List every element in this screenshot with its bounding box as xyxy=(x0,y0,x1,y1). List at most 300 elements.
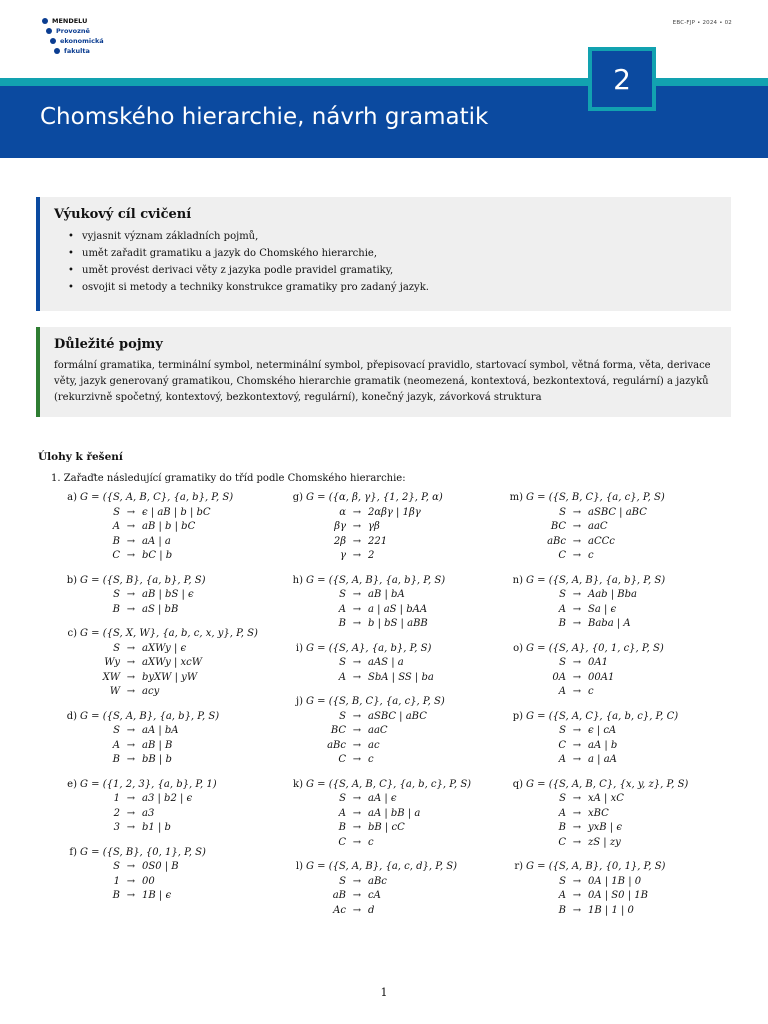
grammar-definition: G = ({S, A, B}, {a, c, d}, P, S) xyxy=(306,861,458,872)
production-rule xyxy=(80,656,258,671)
production-rule xyxy=(306,753,471,768)
chapter-number: 2 xyxy=(592,51,652,107)
rule-lhs: B xyxy=(558,904,566,916)
production-rule xyxy=(526,739,688,754)
production-rule xyxy=(306,739,471,754)
rule-lhs: S xyxy=(113,506,120,518)
production-rule xyxy=(306,807,471,822)
production-rule xyxy=(306,836,471,851)
production-rule xyxy=(80,549,258,564)
key-terms-title: Důležité pojmy xyxy=(54,337,163,352)
arrow-icon: → xyxy=(126,603,136,615)
arrow-icon: → xyxy=(572,535,582,547)
grammar-definition: G = ({S, B}, {a, b}, P, S) xyxy=(80,574,206,586)
production-rules xyxy=(306,792,471,850)
logo-line: ekonomická xyxy=(42,36,104,46)
rule-rhs: aB | bS | ϵ xyxy=(142,589,194,600)
grammar-column-1 xyxy=(66,491,258,914)
rule-lhs: C xyxy=(112,550,120,561)
rule-rhs: zS | zy xyxy=(588,836,621,848)
grammar-block xyxy=(67,627,258,700)
rule-rhs: aAS | a xyxy=(368,657,404,668)
rule-rhs: 1B | 1 | 0 xyxy=(588,904,634,916)
key-terms-box xyxy=(36,327,731,417)
learning-goals-box xyxy=(36,197,731,311)
production-rule xyxy=(80,724,258,739)
rule-rhs: c xyxy=(588,550,594,561)
rule-rhs: 2 xyxy=(368,550,375,561)
production-rule xyxy=(526,617,688,632)
rule-rhs: aA | b xyxy=(588,739,618,751)
production-rule xyxy=(306,904,471,919)
production-rule xyxy=(80,860,258,875)
grammar-block xyxy=(69,846,258,904)
grammar-label: o) xyxy=(513,642,523,654)
arrow-icon: → xyxy=(572,739,582,751)
arrow-icon: → xyxy=(572,657,582,668)
production-rule xyxy=(526,603,688,618)
grammar-block xyxy=(292,574,471,632)
rule-rhs: b | bS | aBB xyxy=(368,618,428,629)
arrow-icon: → xyxy=(126,890,136,901)
rule-lhs: B xyxy=(112,535,120,547)
rule-lhs: S xyxy=(559,875,566,887)
key-terms-text: formální gramatika, terminální symbol, neterminální symbol, přepisovací pravidlo, startovací symbol, větná forma, věta, derivace věty, jazyk generovaný gramatikou, Chomského hierarchie gramatik (neomezená, kontextová, bezkontextová, regulární) a jazyků (rekurzivně spočetný, kontextový, bezkontextový, regulární), konečný jazyk, závorková struktura xyxy=(54,360,711,403)
rule-lhs: B xyxy=(338,822,346,833)
arrow-icon: → xyxy=(352,739,362,751)
rule-lhs: S xyxy=(559,589,566,600)
grammar-label: k) xyxy=(293,778,303,790)
arrow-icon: → xyxy=(572,793,582,804)
grammar-definition: G = ({S, A, B, C}, {a, b}, P, S) xyxy=(80,492,234,503)
rule-lhs: S xyxy=(339,793,346,804)
grammar-label: p) xyxy=(512,710,523,722)
grammar-header xyxy=(513,642,688,657)
production-rule xyxy=(306,656,471,671)
rule-rhs: 0S0 | B xyxy=(142,861,179,872)
rule-lhs: XW xyxy=(102,671,120,683)
production-rules xyxy=(80,724,258,768)
rule-rhs: yxB | ϵ xyxy=(588,822,622,833)
grammar-block xyxy=(67,491,258,564)
arrow-icon: → xyxy=(572,807,582,819)
rule-lhs: A xyxy=(112,521,120,532)
rule-lhs: S xyxy=(113,861,120,872)
grammar-header xyxy=(512,778,689,793)
rule-rhs: aSBC | aBC xyxy=(588,506,647,518)
production-rule xyxy=(526,656,688,671)
grammar-definition: G = ({S, A, B, C}, {a, b, c}, P, S) xyxy=(306,778,472,790)
arrow-icon: → xyxy=(572,725,582,736)
rule-lhs: γ xyxy=(340,550,346,561)
rule-rhs: xA | xC xyxy=(588,793,624,804)
goal-item: • vyjasnit význam základních pojmů, xyxy=(68,228,731,245)
arrow-icon: → xyxy=(572,521,582,532)
production-rule xyxy=(306,549,471,564)
grammar-header xyxy=(512,574,688,589)
logo-line: MENDELU xyxy=(42,16,104,26)
rule-rhs: Aab | Bba xyxy=(588,589,638,600)
production-rule xyxy=(80,603,258,618)
production-rule xyxy=(80,739,258,754)
grammar-definition: G = ({S, A}, {0, 1, c}, P, S) xyxy=(526,642,664,654)
arrow-icon: → xyxy=(126,686,136,697)
rule-lhs: 2β xyxy=(333,535,346,547)
grammar-definition: G = ({α, β, γ}, {1, 2}, P, α) xyxy=(306,492,443,503)
grammar-block xyxy=(293,778,472,851)
production-rule xyxy=(526,671,688,686)
arrow-icon: → xyxy=(126,521,136,532)
grammar-header xyxy=(512,710,688,725)
production-rules xyxy=(306,875,471,919)
production-rule xyxy=(306,821,471,836)
arrow-icon: → xyxy=(352,550,362,561)
production-rules xyxy=(306,588,471,632)
production-rule xyxy=(526,753,688,768)
production-rule xyxy=(306,506,471,521)
rule-rhs: 1B | ϵ xyxy=(142,890,172,901)
rule-rhs: aCCc xyxy=(588,535,615,547)
rule-lhs: A xyxy=(558,686,566,697)
rule-rhs: ac xyxy=(368,739,380,751)
rule-rhs: 2αβγ | 1βγ xyxy=(368,506,421,518)
arrow-icon: → xyxy=(352,535,362,547)
rule-rhs: bC | b xyxy=(142,550,173,561)
rule-lhs: 1 xyxy=(113,875,120,887)
rule-rhs: a | aA xyxy=(588,754,617,765)
production-rules xyxy=(306,506,471,564)
rule-lhs: A xyxy=(558,807,566,819)
production-rule xyxy=(306,875,471,890)
rule-rhs: aXWy | xcW xyxy=(142,657,203,668)
goal-item: • umět provést derivaci věty z jazyka podle pravidel gramatiky, xyxy=(68,262,731,279)
rule-lhs: α xyxy=(339,506,346,518)
grammar-header xyxy=(295,695,471,710)
rule-rhs: bB | b xyxy=(142,754,172,765)
logo-line: Provozně xyxy=(42,26,104,36)
grammar-header xyxy=(67,627,258,642)
grammar-label: l) xyxy=(295,861,303,872)
grammar-label: d) xyxy=(66,710,77,722)
rule-rhs: d xyxy=(368,904,375,916)
rule-rhs: aB | bA xyxy=(368,589,405,600)
grammar-label: g) xyxy=(292,492,303,503)
rule-rhs: aA | a xyxy=(142,535,171,547)
grammar-block xyxy=(512,778,689,851)
rule-rhs: 0A1 xyxy=(588,657,608,668)
logo-dot-icon xyxy=(50,38,56,44)
grammar-block xyxy=(295,860,471,918)
page-number: 1 xyxy=(380,986,388,999)
production-rule xyxy=(80,588,258,603)
rule-lhs: 0A xyxy=(552,671,566,683)
rule-lhs: S xyxy=(339,589,346,600)
production-rule xyxy=(80,520,258,535)
arrow-icon: → xyxy=(126,822,136,833)
rule-lhs: A xyxy=(338,671,346,683)
grammar-block xyxy=(512,574,688,632)
learning-goals-list xyxy=(54,228,731,296)
grammar-label: h) xyxy=(292,574,303,586)
arrow-icon: → xyxy=(352,890,362,901)
rule-rhs: c xyxy=(368,754,374,765)
rule-lhs: 1 xyxy=(113,793,120,804)
arrow-icon: → xyxy=(126,657,136,668)
grammar-label: r) xyxy=(514,861,523,872)
rule-rhs: bB | cC xyxy=(368,822,405,833)
grammar-header xyxy=(509,491,688,506)
production-rules xyxy=(526,792,688,850)
rule-lhs: aBc xyxy=(327,739,346,751)
grammar-block xyxy=(67,778,258,836)
rule-lhs: 2 xyxy=(113,807,120,819)
arrow-icon: → xyxy=(572,875,582,887)
rule-lhs: C xyxy=(338,836,346,848)
rule-rhs: 00A1 xyxy=(588,671,615,683)
production-rule xyxy=(306,603,471,618)
arrow-icon: → xyxy=(126,550,136,561)
rule-rhs: cA xyxy=(368,890,381,901)
grammar-column-2 xyxy=(292,491,472,928)
rule-lhs: W xyxy=(109,686,120,697)
rule-lhs: Ac xyxy=(333,904,346,916)
production-rule xyxy=(306,617,471,632)
production-rule xyxy=(306,889,471,904)
rule-rhs: 0A | S0 | 1B xyxy=(588,890,648,901)
page-title: Chomského hierarchie, návrh gramatik xyxy=(40,104,489,130)
grammar-definition: G = ({S, X, W}, {a, b, c, x, y}, P, S) xyxy=(80,628,258,639)
arrow-icon: → xyxy=(352,725,362,736)
arrow-icon: → xyxy=(352,807,362,819)
production-rule xyxy=(80,535,258,550)
arrow-icon: → xyxy=(126,754,136,765)
rule-lhs: A xyxy=(338,603,346,615)
arrow-icon: → xyxy=(126,671,136,683)
rule-lhs: A xyxy=(558,603,566,615)
document-code: EBC-FJP • 2024 • 02 xyxy=(672,20,732,26)
production-rule xyxy=(526,685,688,700)
production-rule xyxy=(526,520,688,535)
goal-item: • umět zařadit gramatiku a jazyk do Chomského hierarchie, xyxy=(68,245,731,262)
task-1-text: 1. Zařaďte následující gramatiky do tříd podle Chomského hierarchie: xyxy=(51,473,406,484)
rule-rhs: c xyxy=(368,836,374,848)
grammar-header xyxy=(293,778,472,793)
learning-goals-title: Výukový cíl cvičení xyxy=(54,207,192,222)
production-rule xyxy=(80,821,258,836)
production-rule xyxy=(80,671,258,686)
grammar-block xyxy=(512,710,688,768)
production-rules xyxy=(526,875,688,919)
production-rule xyxy=(306,710,471,725)
grammar-definition: G = ({S, B, C}, {a, c}, P, S) xyxy=(306,696,445,707)
rule-lhs: S xyxy=(113,589,120,600)
grammar-header xyxy=(67,491,258,506)
production-rule xyxy=(526,836,688,851)
production-rule xyxy=(306,520,471,535)
production-rules xyxy=(80,588,258,617)
rule-lhs: C xyxy=(558,836,566,848)
arrow-icon: → xyxy=(352,589,362,600)
grammar-definition: G = ({S, A, B}, {a, b}, P, S) xyxy=(306,574,446,586)
production-rule xyxy=(306,671,471,686)
arrow-icon: → xyxy=(126,861,136,872)
grammar-header xyxy=(66,710,258,725)
production-rule xyxy=(80,889,258,904)
rule-rhs: aaC xyxy=(368,725,388,736)
production-rule xyxy=(80,792,258,807)
rule-rhs: aA | bA xyxy=(142,725,179,736)
production-rule xyxy=(80,685,258,700)
arrow-icon: → xyxy=(572,904,582,916)
arrow-icon: → xyxy=(352,603,362,615)
rule-lhs: A xyxy=(558,754,566,765)
production-rule xyxy=(306,588,471,603)
grammar-column-3 xyxy=(509,491,689,928)
logo-dot-icon xyxy=(42,18,48,24)
rule-lhs: B xyxy=(558,618,566,629)
rule-lhs: C xyxy=(558,550,566,561)
production-rule xyxy=(526,535,688,550)
arrow-icon: → xyxy=(126,875,136,887)
rule-rhs: xBC xyxy=(588,807,609,819)
rule-rhs: 221 xyxy=(368,535,388,547)
production-rules xyxy=(526,506,688,564)
grammar-header xyxy=(514,860,688,875)
arrow-icon: → xyxy=(126,506,136,518)
rule-lhs: aBc xyxy=(547,535,566,547)
production-rule xyxy=(80,642,258,657)
production-rule xyxy=(80,753,258,768)
rule-lhs: B xyxy=(112,890,120,901)
production-rules xyxy=(80,792,258,836)
grammar-label: j) xyxy=(295,696,303,707)
rule-rhs: a | aS | bAA xyxy=(368,603,428,615)
rule-rhs: ϵ | cA xyxy=(588,725,617,736)
production-rule xyxy=(526,792,688,807)
grammar-definition: G = ({S, B, C}, {a, c}, P, S) xyxy=(526,492,665,503)
rule-rhs: Baba | A xyxy=(588,618,631,629)
arrow-icon: → xyxy=(352,710,362,722)
rule-rhs: ϵ | aB | b | bC xyxy=(142,506,211,518)
production-rules xyxy=(306,710,471,768)
grammar-block xyxy=(295,695,471,768)
arrow-icon: → xyxy=(126,807,136,819)
rule-lhs: A xyxy=(112,739,120,751)
production-rule xyxy=(306,792,471,807)
rule-lhs: C xyxy=(338,754,346,765)
rule-rhs: b1 | b xyxy=(142,822,171,833)
arrow-icon: → xyxy=(126,793,136,804)
grammar-definition: G = ({S, A, B}, {0, 1}, P, S) xyxy=(526,861,666,872)
grammar-label: f) xyxy=(69,846,77,858)
rule-rhs: a3 | b2 | ϵ xyxy=(142,793,193,804)
rule-lhs: B xyxy=(558,822,566,833)
grammar-block xyxy=(509,491,688,564)
rule-rhs: aA | ϵ xyxy=(368,793,397,804)
grammar-label: a) xyxy=(67,492,77,503)
arrow-icon: → xyxy=(572,686,582,697)
rule-rhs: γβ xyxy=(368,521,380,532)
arrow-icon: → xyxy=(572,618,582,629)
grammar-definition: G = ({S, A, B}, {a, b}, P, S) xyxy=(526,574,666,586)
rule-lhs: S xyxy=(559,725,566,736)
production-rule xyxy=(306,724,471,739)
rule-lhs: Wy xyxy=(104,657,120,668)
production-rules xyxy=(526,724,688,768)
production-rule xyxy=(526,506,688,521)
grammar-definition: G = ({S, A, B}, {a, b}, P, S) xyxy=(80,710,220,722)
grammar-label: q) xyxy=(512,778,523,790)
rule-rhs: aBc xyxy=(368,875,387,887)
rule-lhs: B xyxy=(112,603,120,615)
arrow-icon: → xyxy=(572,506,582,518)
arrow-icon: → xyxy=(352,793,362,804)
production-rules xyxy=(80,642,258,700)
arrow-icon: → xyxy=(572,754,582,765)
grammar-block xyxy=(66,710,258,768)
rule-lhs: A xyxy=(558,890,566,901)
rule-lhs: S xyxy=(559,793,566,804)
production-rule xyxy=(526,724,688,739)
grammar-label: b) xyxy=(66,574,77,586)
arrow-icon: → xyxy=(352,657,362,668)
rule-rhs: Sa | ϵ xyxy=(588,603,617,615)
production-rule xyxy=(306,535,471,550)
production-rule xyxy=(526,807,688,822)
arrow-icon: → xyxy=(572,822,582,833)
grammar-header xyxy=(69,846,258,861)
arrow-icon: → xyxy=(352,904,362,916)
rule-rhs: c xyxy=(588,686,594,697)
rule-lhs: S xyxy=(339,657,346,668)
production-rule xyxy=(526,875,688,890)
rule-lhs: B xyxy=(112,754,120,765)
rule-lhs: S xyxy=(339,710,346,722)
arrow-icon: → xyxy=(352,618,362,629)
production-rules xyxy=(80,506,258,564)
production-rule xyxy=(80,807,258,822)
grammar-label: c) xyxy=(67,628,77,639)
rule-lhs: A xyxy=(338,807,346,819)
grammar-block xyxy=(513,642,688,700)
grammar-header xyxy=(292,491,471,506)
grammar-header xyxy=(292,574,471,589)
rule-lhs: C xyxy=(558,739,566,751)
production-rules xyxy=(80,860,258,904)
arrow-icon: → xyxy=(352,822,362,833)
rule-rhs: aB | B xyxy=(142,739,173,751)
rule-lhs: S xyxy=(559,506,566,518)
arrow-icon: → xyxy=(572,589,582,600)
grammar-definition: G = ({1, 2, 3}, {a, b}, P, 1) xyxy=(80,778,217,790)
arrow-icon: → xyxy=(572,890,582,901)
arrow-icon: → xyxy=(126,642,136,654)
arrow-icon: → xyxy=(352,521,362,532)
grammar-block xyxy=(66,574,258,618)
goal-item: • osvojit si metody a techniky konstrukce gramatiky pro zadaný jazyk. xyxy=(68,279,731,296)
production-rule xyxy=(526,821,688,836)
rule-lhs: BC xyxy=(330,725,346,736)
arrow-icon: → xyxy=(126,589,136,600)
grammar-definition: G = ({S, B}, {0, 1}, P, S) xyxy=(80,846,206,858)
rule-rhs: 00 xyxy=(142,875,155,887)
production-rule xyxy=(526,549,688,564)
production-rule xyxy=(526,904,688,919)
rule-rhs: 0A | 1B | 0 xyxy=(588,875,642,887)
grammar-header xyxy=(66,574,258,589)
rule-rhs: aA | bB | a xyxy=(368,807,421,819)
grammar-header xyxy=(295,642,471,657)
